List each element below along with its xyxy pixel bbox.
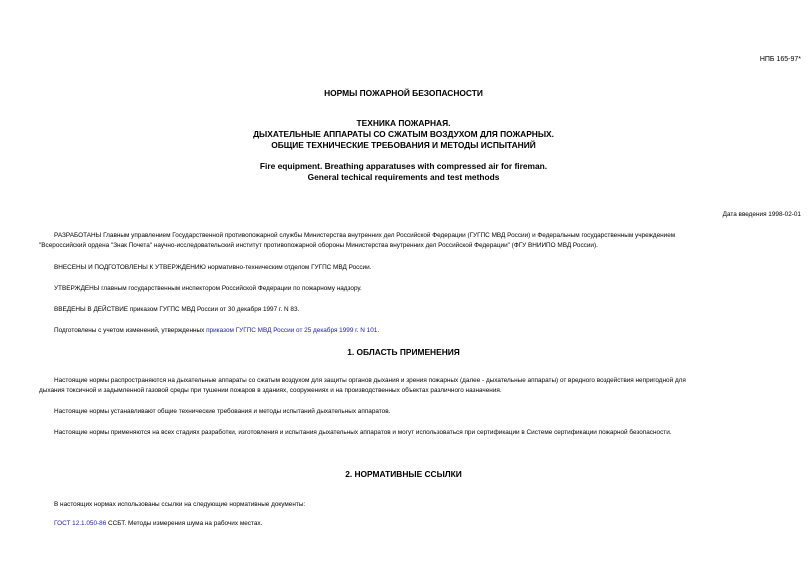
references-intro: В настоящих нормах использованы ссылки на следующие нормативные документы: xyxy=(54,501,306,508)
scope-line-1: Настоящие нормы распространяются на дыхательные аппараты со сжатым воздухом для защиты органов дыхания и зрения пожарных (далее - дыхательные аппараты) от вредного воздействия непригодной для xyxy=(54,377,686,384)
developed-line-1: РАЗРАБОТАНЫ Главным управлением Государственной противопожарной службы Министерства внутренних дел Российской Федерации (ГУГПС МВД России) и Федеральным государственным учреждением xyxy=(54,232,676,239)
subtitle-line: ДЫХАТЕЛЬНЫЕ АППАРАТЫ СО СЖАТЫМ ВОЗДУХОМ ДЛЯ ПОЖАРНЫХ. xyxy=(253,129,554,139)
english-title xyxy=(0,161,807,183)
section-2-heading: 2. НОРМАТИВНЫЕ ССЫЛКИ xyxy=(345,469,462,479)
english-title-line: Fire equipment. Breathing apparatuses with compressed air for fireman. xyxy=(259,161,548,171)
subtitle xyxy=(0,118,807,151)
scope-paragraph-3: Настоящие нормы применяются на всех стадиях разработки, изготовления и испытания дыхательных аппаратов и могут использоваться при сертификации в Системе сертификации пожарной безопасности. xyxy=(54,429,672,436)
prepared-prefix: Подготовлены с учетом изменений, утвержденных xyxy=(54,327,207,334)
enacted-paragraph: ВВЕДЕНЫ В ДЕЙСТВИЕ приказом ГУГПС МВД России от 30 декабря 1997 г. N 83. xyxy=(54,306,300,313)
reference-item xyxy=(54,519,262,529)
scope-line-2: дыхания токсичной и задымленной газовой среды при тушении пожаров в зданиях, сооружениях и на производственных объектах различного назначения. xyxy=(39,387,502,394)
prepared-suffix: . xyxy=(377,327,380,334)
submitted-paragraph: ВНЕСЕНЫ И ПОДГОТОВЛЕНЫ К УТВЕРЖДЕНИЮ нормативно-техническим отделом ГУГПС МВД России. xyxy=(54,264,372,271)
approved-paragraph: УТВЕРЖДЕНЫ главным государственным инспектором Российской Федерации по пожарному надзору. xyxy=(54,285,362,292)
prepared-paragraph xyxy=(54,326,379,336)
doc-code: НПБ 165-97* xyxy=(759,56,801,63)
subtitle-line: ОБЩИЕ ТЕХНИЧЕСКИЕ ТРЕБОВАНИЯ И МЕТОДЫ ИСПЫТАНИЙ xyxy=(271,140,536,150)
english-title-line: General techical requirements and test methods xyxy=(307,172,500,182)
reference-text: ССБТ. Методы измерения шума на рабочих местах. xyxy=(106,520,263,527)
subtitle-line: ТЕХНИКА ПОЖАРНАЯ. xyxy=(356,118,451,128)
intro-date: Дата введения 1998-02-01 xyxy=(722,211,801,218)
scope-paragraph-2: Настоящие нормы устанавливают общие технические требования и методы испытаний дыхательных аппаратов. xyxy=(54,408,391,415)
section-1-heading: 1. ОБЛАСТЬ ПРИМЕНЕНИЯ xyxy=(347,347,460,357)
gost-12-1-050-86-link[interactable]: ГОСТ 12.1.050-86 xyxy=(54,520,107,527)
main-title: НОРМЫ ПОЖАРНОЙ БЕЗОПАСНОСТИ xyxy=(324,88,483,98)
order-101-link[interactable]: приказом ГУГПС МВД России от 25 декабря 1999 г. N 101 xyxy=(206,327,378,334)
developed-line-2: "Всероссийский ордена "Знак Почета" научно-исследовательский институт противопожарной обороны Министерства внутренних дел Российской Федерации" (ФГУ ВНИИПО МВД России). xyxy=(39,242,598,249)
